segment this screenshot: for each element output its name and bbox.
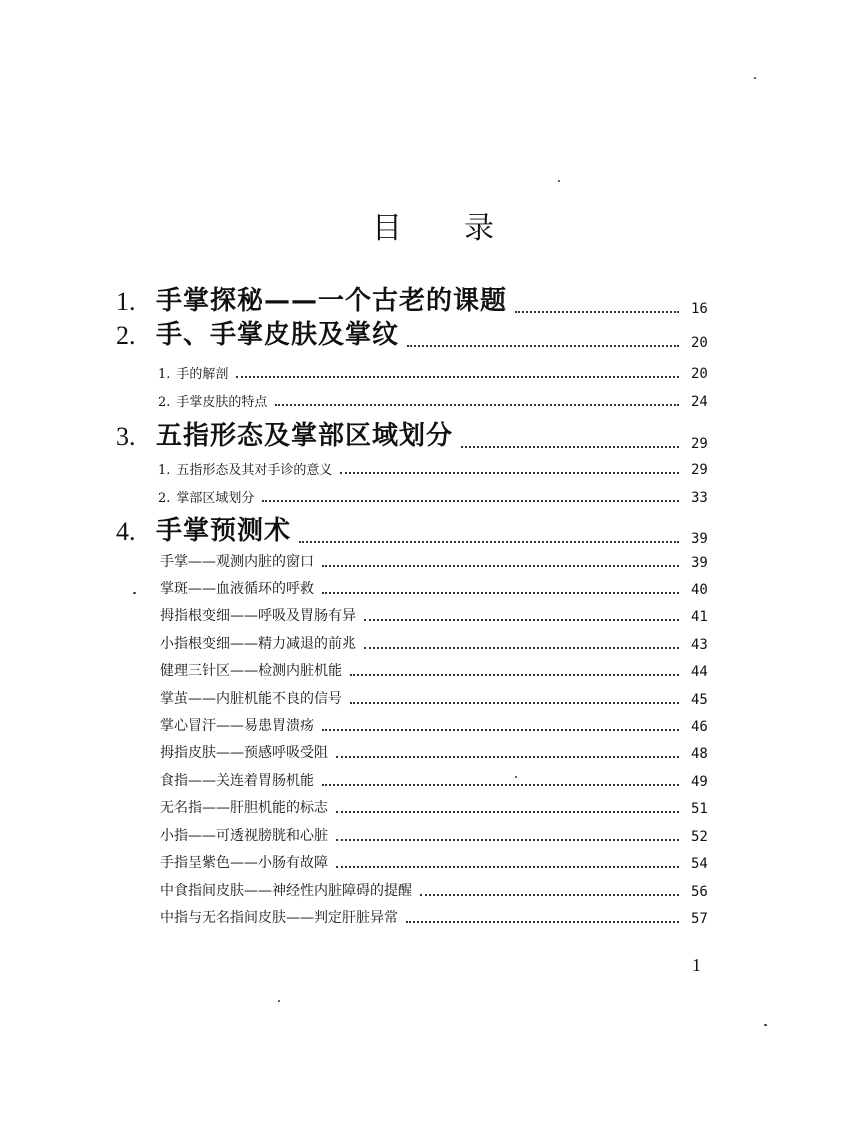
dot-leader: [336, 811, 679, 813]
dot-leader: [336, 866, 679, 868]
scan-speck: [133, 592, 136, 594]
entry-page: 52: [691, 829, 708, 845]
entry-title: 五指形态及掌部区域划分: [156, 421, 454, 451]
page-number: 1: [692, 955, 701, 975]
scan-speck: [754, 77, 756, 79]
scan-speck: [558, 180, 560, 182]
page-title: 目录: [372, 211, 556, 246]
entry-title: 拇指皮肤——预感呼吸受阻: [160, 745, 328, 761]
entry-page: 43: [691, 637, 708, 653]
entry-title: 无名指——肝胆机能的标志: [160, 800, 328, 816]
toc-entry-topic[interactable]: [160, 848, 731, 872]
toc-entry-section[interactable]: [158, 386, 731, 410]
entry-title: 手掌探秘——一个古老的课题: [156, 286, 508, 316]
entry-page: 49: [691, 774, 708, 790]
toc-entry-topic[interactable]: [160, 574, 731, 598]
dot-leader: [515, 311, 679, 313]
dot-leader: [336, 756, 679, 758]
entry-number: 3.: [116, 422, 136, 451]
entry-number: 2.: [116, 321, 136, 350]
entry-page: 29: [691, 436, 708, 452]
entry-page: 44: [691, 664, 708, 680]
entry-title: 中指与无名指间皮肤——判定肝脏异常: [160, 910, 398, 926]
entry-title: 掌心冒汗——易患胃溃疡: [160, 718, 314, 734]
entry-number: 1.: [158, 463, 171, 478]
dot-leader: [322, 784, 679, 786]
entry-title: 健理三针区——检测内脏机能: [160, 663, 342, 679]
entry-title: 手、手掌皮肤及掌纹: [156, 320, 400, 350]
toc-entry-topic[interactable]: [160, 547, 731, 571]
dot-leader: [299, 541, 679, 543]
entry-page: 46: [691, 719, 708, 735]
dot-leader: [350, 674, 679, 676]
toc-entry-topic[interactable]: [160, 601, 731, 625]
dot-leader: [322, 729, 679, 731]
toc-entry-chapter[interactable]: [116, 418, 731, 452]
entry-page: 39: [691, 531, 708, 547]
entry-page: 51: [691, 801, 708, 817]
entry-title: 小指根变细——精力减退的前兆: [160, 636, 356, 652]
dot-leader: [406, 921, 679, 923]
entry-page: 20: [691, 335, 708, 351]
toc-entry-topic[interactable]: [160, 793, 731, 817]
entry-number: 1.: [158, 367, 171, 382]
dot-leader: [262, 500, 679, 502]
dot-leader: [275, 404, 679, 406]
toc-entry-topic[interactable]: [160, 656, 731, 680]
entry-page: 40: [691, 582, 708, 598]
entry-title: 手掌——观测内脏的窗口: [160, 554, 314, 570]
toc-entry-topic[interactable]: [160, 629, 731, 653]
dot-leader: [340, 472, 679, 474]
entry-title: 食指——关连着胃肠机能: [160, 773, 314, 789]
entry-page: 24: [691, 394, 708, 410]
toc-entry-topic[interactable]: [160, 684, 731, 708]
toc-entry-chapter[interactable]: [116, 317, 731, 351]
toc-entry-section[interactable]: [158, 482, 731, 506]
entry-page: 48: [691, 746, 708, 762]
scan-speck: [278, 1000, 280, 1002]
entry-page: 57: [691, 911, 708, 927]
dot-leader: [236, 376, 679, 378]
entry-title: 掌斑——血液循环的呼救: [160, 581, 314, 597]
entry-page: 45: [691, 692, 708, 708]
dot-leader: [364, 619, 679, 621]
toc-entry-topic[interactable]: [160, 766, 731, 790]
entry-title: 手掌预测术: [156, 516, 292, 546]
dot-leader: [322, 592, 679, 594]
entry-number: 2.: [158, 491, 171, 506]
entry-title: 手指呈紫色——小肠有故障: [160, 855, 328, 871]
scan-speck: [515, 776, 517, 778]
entry-page: 56: [691, 884, 708, 900]
entry-page: 20: [691, 366, 708, 382]
entry-page: 41: [691, 609, 708, 625]
entry-title: 手掌皮肤的特点: [176, 395, 268, 410]
entry-page: 33: [691, 490, 708, 506]
toc-entry-topic[interactable]: [160, 876, 731, 900]
entry-title: 五指形态及其对手诊的意义: [176, 463, 333, 478]
toc-entry-chapter[interactable]: [116, 513, 731, 547]
dot-leader: [322, 565, 679, 567]
entry-title: 中食指间皮肤——神经性内脏障碍的提醒: [160, 883, 412, 899]
toc-entry-topic[interactable]: [160, 903, 731, 927]
dot-leader: [350, 702, 679, 704]
entry-number: 4.: [116, 517, 136, 546]
entry-title: 掌茧——内脏机能不良的信号: [160, 691, 342, 707]
dot-leader: [336, 839, 679, 841]
entry-page: 16: [691, 301, 708, 317]
dot-leader: [461, 446, 679, 448]
dot-leader: [364, 647, 679, 649]
entry-title: 小指——可透视膀胱和心脏: [160, 828, 328, 844]
entry-number: 1.: [116, 287, 136, 316]
toc-entry-section[interactable]: [158, 358, 731, 382]
entry-title: 手的解剖: [176, 367, 229, 382]
dot-leader: [407, 345, 679, 347]
dot-leader: [420, 894, 679, 896]
entry-title: 拇指根变细——呼吸及胃肠有异: [160, 608, 356, 624]
toc-entry-topic[interactable]: [160, 711, 731, 735]
toc-entry-section[interactable]: [158, 454, 731, 478]
toc-entry-topic[interactable]: [160, 821, 731, 845]
entry-page: 39: [691, 555, 708, 571]
toc-entry-topic[interactable]: [160, 738, 731, 762]
toc-entry-chapter[interactable]: [116, 283, 731, 317]
entry-page: 54: [691, 856, 708, 872]
entry-number: 2.: [158, 395, 171, 410]
entry-page: 29: [691, 462, 708, 478]
scan-speck: [764, 1024, 767, 1026]
entry-title: 掌部区域划分: [176, 491, 255, 506]
